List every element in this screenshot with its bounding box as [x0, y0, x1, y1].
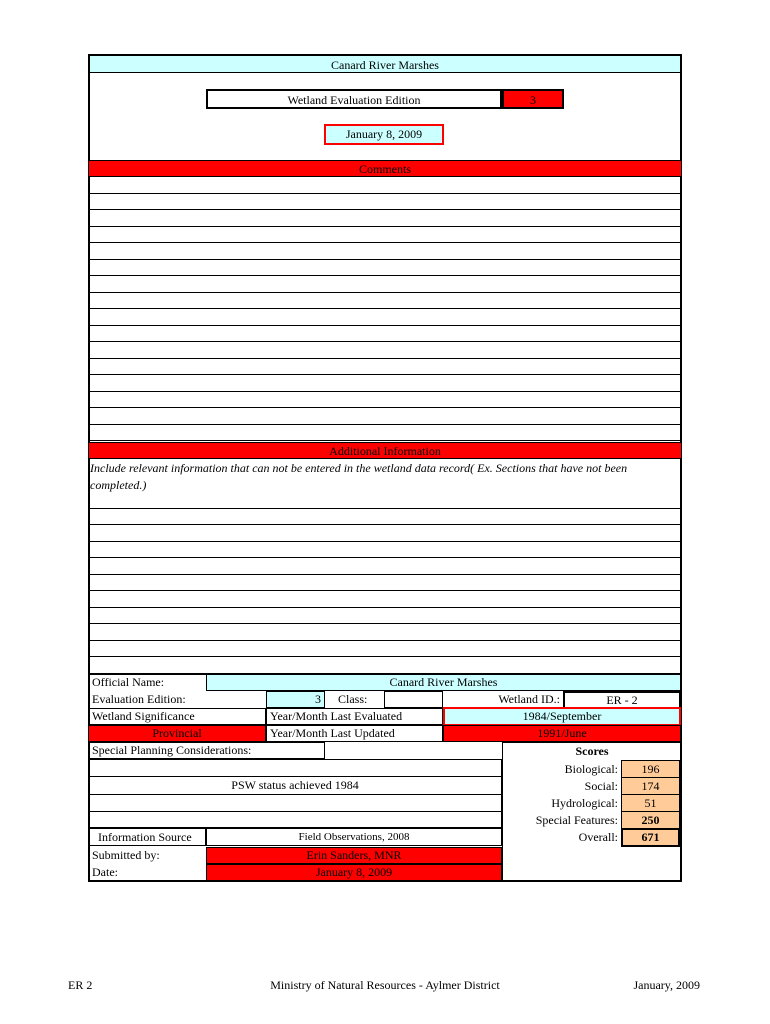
evaluation-edition-value: 3 [266, 691, 325, 708]
additional-info-instruction: Include relevant information that can not be entered in the wetland data record( Ex. Sections that have not been completed.) [90, 461, 628, 492]
additional-info-area[interactable] [88, 492, 682, 657]
score-value-hydrological: 51 [621, 794, 680, 812]
edition-label: Wetland Evaluation Edition [206, 89, 502, 109]
footer-ministry: Ministry of Natural Resources - Aylmer District [270, 978, 500, 992]
additional-info-header: Additional Information [88, 442, 682, 459]
score-value-special-features: 250 [621, 811, 680, 829]
score-value-biological: 196 [621, 760, 680, 778]
score-value-social: 174 [621, 777, 680, 795]
edition-value: 3 [502, 89, 564, 109]
info-source-value: Field Observations, 2008 [206, 828, 502, 846]
official-name-value: Canard River Marshes [206, 674, 681, 691]
official-name-label: Official Name: [92, 675, 165, 689]
last-evaluated-label: Year/Month Last Evaluated [266, 708, 443, 725]
date-label: Date: [92, 865, 118, 879]
score-label-social: Social: [584, 779, 618, 793]
special-planning-text: PSW status achieved 1984 [231, 778, 359, 792]
wetland-id-label: Wetland ID.: [498, 692, 560, 706]
evaluation-edition-label: Evaluation Edition: [92, 692, 186, 706]
date-value: January 8, 2009 [206, 864, 502, 881]
wetland-id-value: ER - 2 [563, 691, 681, 708]
class-value[interactable] [384, 691, 443, 708]
score-label-hydrological: Hydrological: [551, 796, 618, 810]
special-planning-rule [89, 794, 501, 795]
score-label-special-features: Special Features: [535, 813, 618, 827]
header-date: January 8, 2009 [324, 124, 444, 145]
special-planning-rule [89, 811, 501, 812]
scores-title: Scores [575, 744, 609, 758]
score-label-overall: Overall: [578, 830, 618, 844]
comments-header: Comments [88, 160, 682, 177]
score-value-overall: 671 [621, 828, 680, 847]
form-title: Canard River Marshes [88, 54, 682, 73]
footer-date: January, 2009 [633, 978, 700, 992]
info-source-label: Information Source [88, 828, 206, 846]
last-updated-label: Year/Month Last Updated [266, 725, 443, 742]
special-planning-label: Special Planning Considerations: [88, 742, 325, 759]
submitted-by-label: Submitted by: [92, 848, 160, 862]
class-label: Class: [338, 692, 368, 706]
significance-label: Wetland Significance [88, 708, 266, 725]
last-updated-value: 1991/June [443, 725, 681, 742]
submitted-by-value: Erin Sanders, MNR [206, 847, 502, 864]
score-label-biological: Biological: [564, 762, 618, 776]
footer-page-id: ER 2 [68, 978, 93, 992]
comments-area[interactable] [88, 177, 682, 441]
significance-value: Provincial [88, 725, 266, 742]
last-evaluated-value: 1984/September [443, 707, 681, 726]
